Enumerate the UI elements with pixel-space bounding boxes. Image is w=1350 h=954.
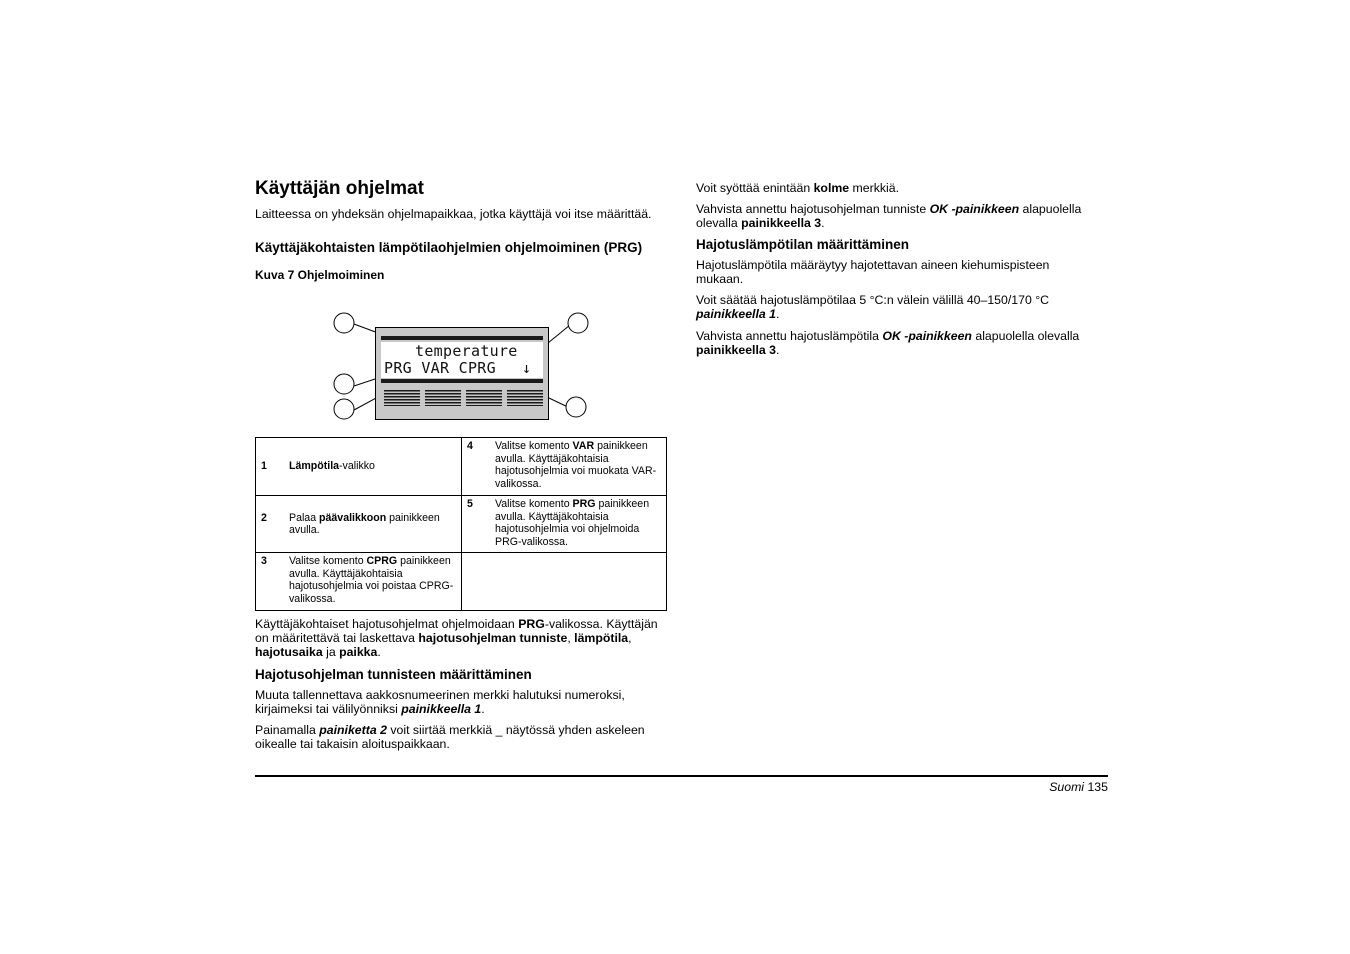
section-title-temperature: Hajotuslämpötilan määrittäminen <box>696 237 910 252</box>
footer-rule <box>255 775 1108 777</box>
legend-cell-3: 3 Valitse komento CPRG painikkeen avulla. Käyttäjäkohtaisia hajotusohjelmia voi poistaa CPRG-valikossa. <box>256 553 462 611</box>
page-footer <box>1049 780 1108 794</box>
lcd-softkey-bars <box>384 390 543 406</box>
legend-cell-empty <box>462 553 667 611</box>
identifier-paragraph: Muuta tallennettava aakkosnumeerinen merkki halutuksi numeroksi, kirjaimeksi tai välilyönniksi painikkeella 1. <box>255 688 625 716</box>
lcd-arrow-icon: ↓ <box>522 359 532 377</box>
lcd-line-1: temperature <box>415 342 518 360</box>
callout-circle-2 <box>334 374 354 394</box>
softkey-bar-4 <box>507 390 543 406</box>
temperature-paragraph: Hajotuslämpötila määräytyy hajotettavan aineen kiehumispisteen mukaan. <box>696 258 1050 286</box>
lcd-top-bar <box>381 336 543 340</box>
confirm-temp-paragraph: Vahvista annettu hajotuslämpötila OK -painikkeen alapuolella olevalla painikkeella 3. <box>696 329 1080 357</box>
figure-legend-table <box>255 437 667 611</box>
lcd-line-2: PRG VAR CPRG <box>384 359 496 377</box>
legend-cell-4: 4 Valitse komento VAR painikkeen avulla. Käyttäjäkohtaisia hajotusohjelmia voi muokata VAR-valikossa. <box>462 438 667 496</box>
legend-cell-5: 5 Valitse komento PRG painikkeen avulla. Käyttäjäkohtaisia hajotusohjelmia voi ohjelmoida PRG-valikossa. <box>462 496 667 553</box>
move-paragraph: Painamalla painiketta 2 voit siirtää merkkiä _ näytössä yhden askeleen oikealle tai takaisin aloituspaikkaan. <box>255 723 645 751</box>
page-title: Käyttäjän ohjelmat <box>255 178 424 199</box>
lcd-screen <box>375 327 549 420</box>
footer-language: Suomi <box>1049 780 1085 794</box>
callout-circle-4 <box>568 313 588 333</box>
softkey-bar-1 <box>384 390 420 406</box>
max-chars-paragraph: Voit syöttää enintään kolme merkkiä. <box>696 181 900 195</box>
callout-circle-1 <box>334 313 354 333</box>
softkey-bar-2 <box>425 390 461 406</box>
lcd-text-area <box>381 342 543 378</box>
prg-paragraph: Käyttäjäkohtaiset hajotusohjelmat ohjelmoidaan PRG-valikossa. Käyttäjän on määritettävä tai laskettava hajotusohjelman tunniste, lämpötila, hajotusaika ja paikka. <box>255 617 658 659</box>
page-number: 135 <box>1087 780 1108 794</box>
intro-paragraph: Laitteessa on yhdeksän ohjelmapaikkaa, jotka käyttäjä voi itse määrittää. <box>255 207 652 221</box>
adjust-paragraph: Voit säätää hajotuslämpötilaa 5 °C:n välein välillä 40–150/170 °C painikkeella 1. <box>696 293 1050 321</box>
legend-cell-1: 1 Lämpötila-valikko <box>256 438 462 496</box>
callout-circle-3 <box>334 399 354 419</box>
softkey-bar-3 <box>466 390 502 406</box>
legend-cell-2: 2 Palaa päävalikkoon painikkeen avulla. <box>256 496 462 553</box>
section-title-identifier: Hajotusohjelman tunnisteen määrittäminen <box>255 667 532 682</box>
confirm-id-paragraph: Vahvista annettu hajotusohjelman tunniste OK -painikkeen alapuolella olevalla painikkeella 3. <box>696 202 1082 230</box>
figure-caption: Kuva 7 Ohjelmoiminen <box>255 268 385 282</box>
callout-circle-5 <box>566 397 586 417</box>
lcd-bottom-bar <box>381 379 543 383</box>
section-title-prg: Käyttäjäkohtaisten lämpötilaohjelmien ohjelmoiminen (PRG) <box>255 240 643 255</box>
